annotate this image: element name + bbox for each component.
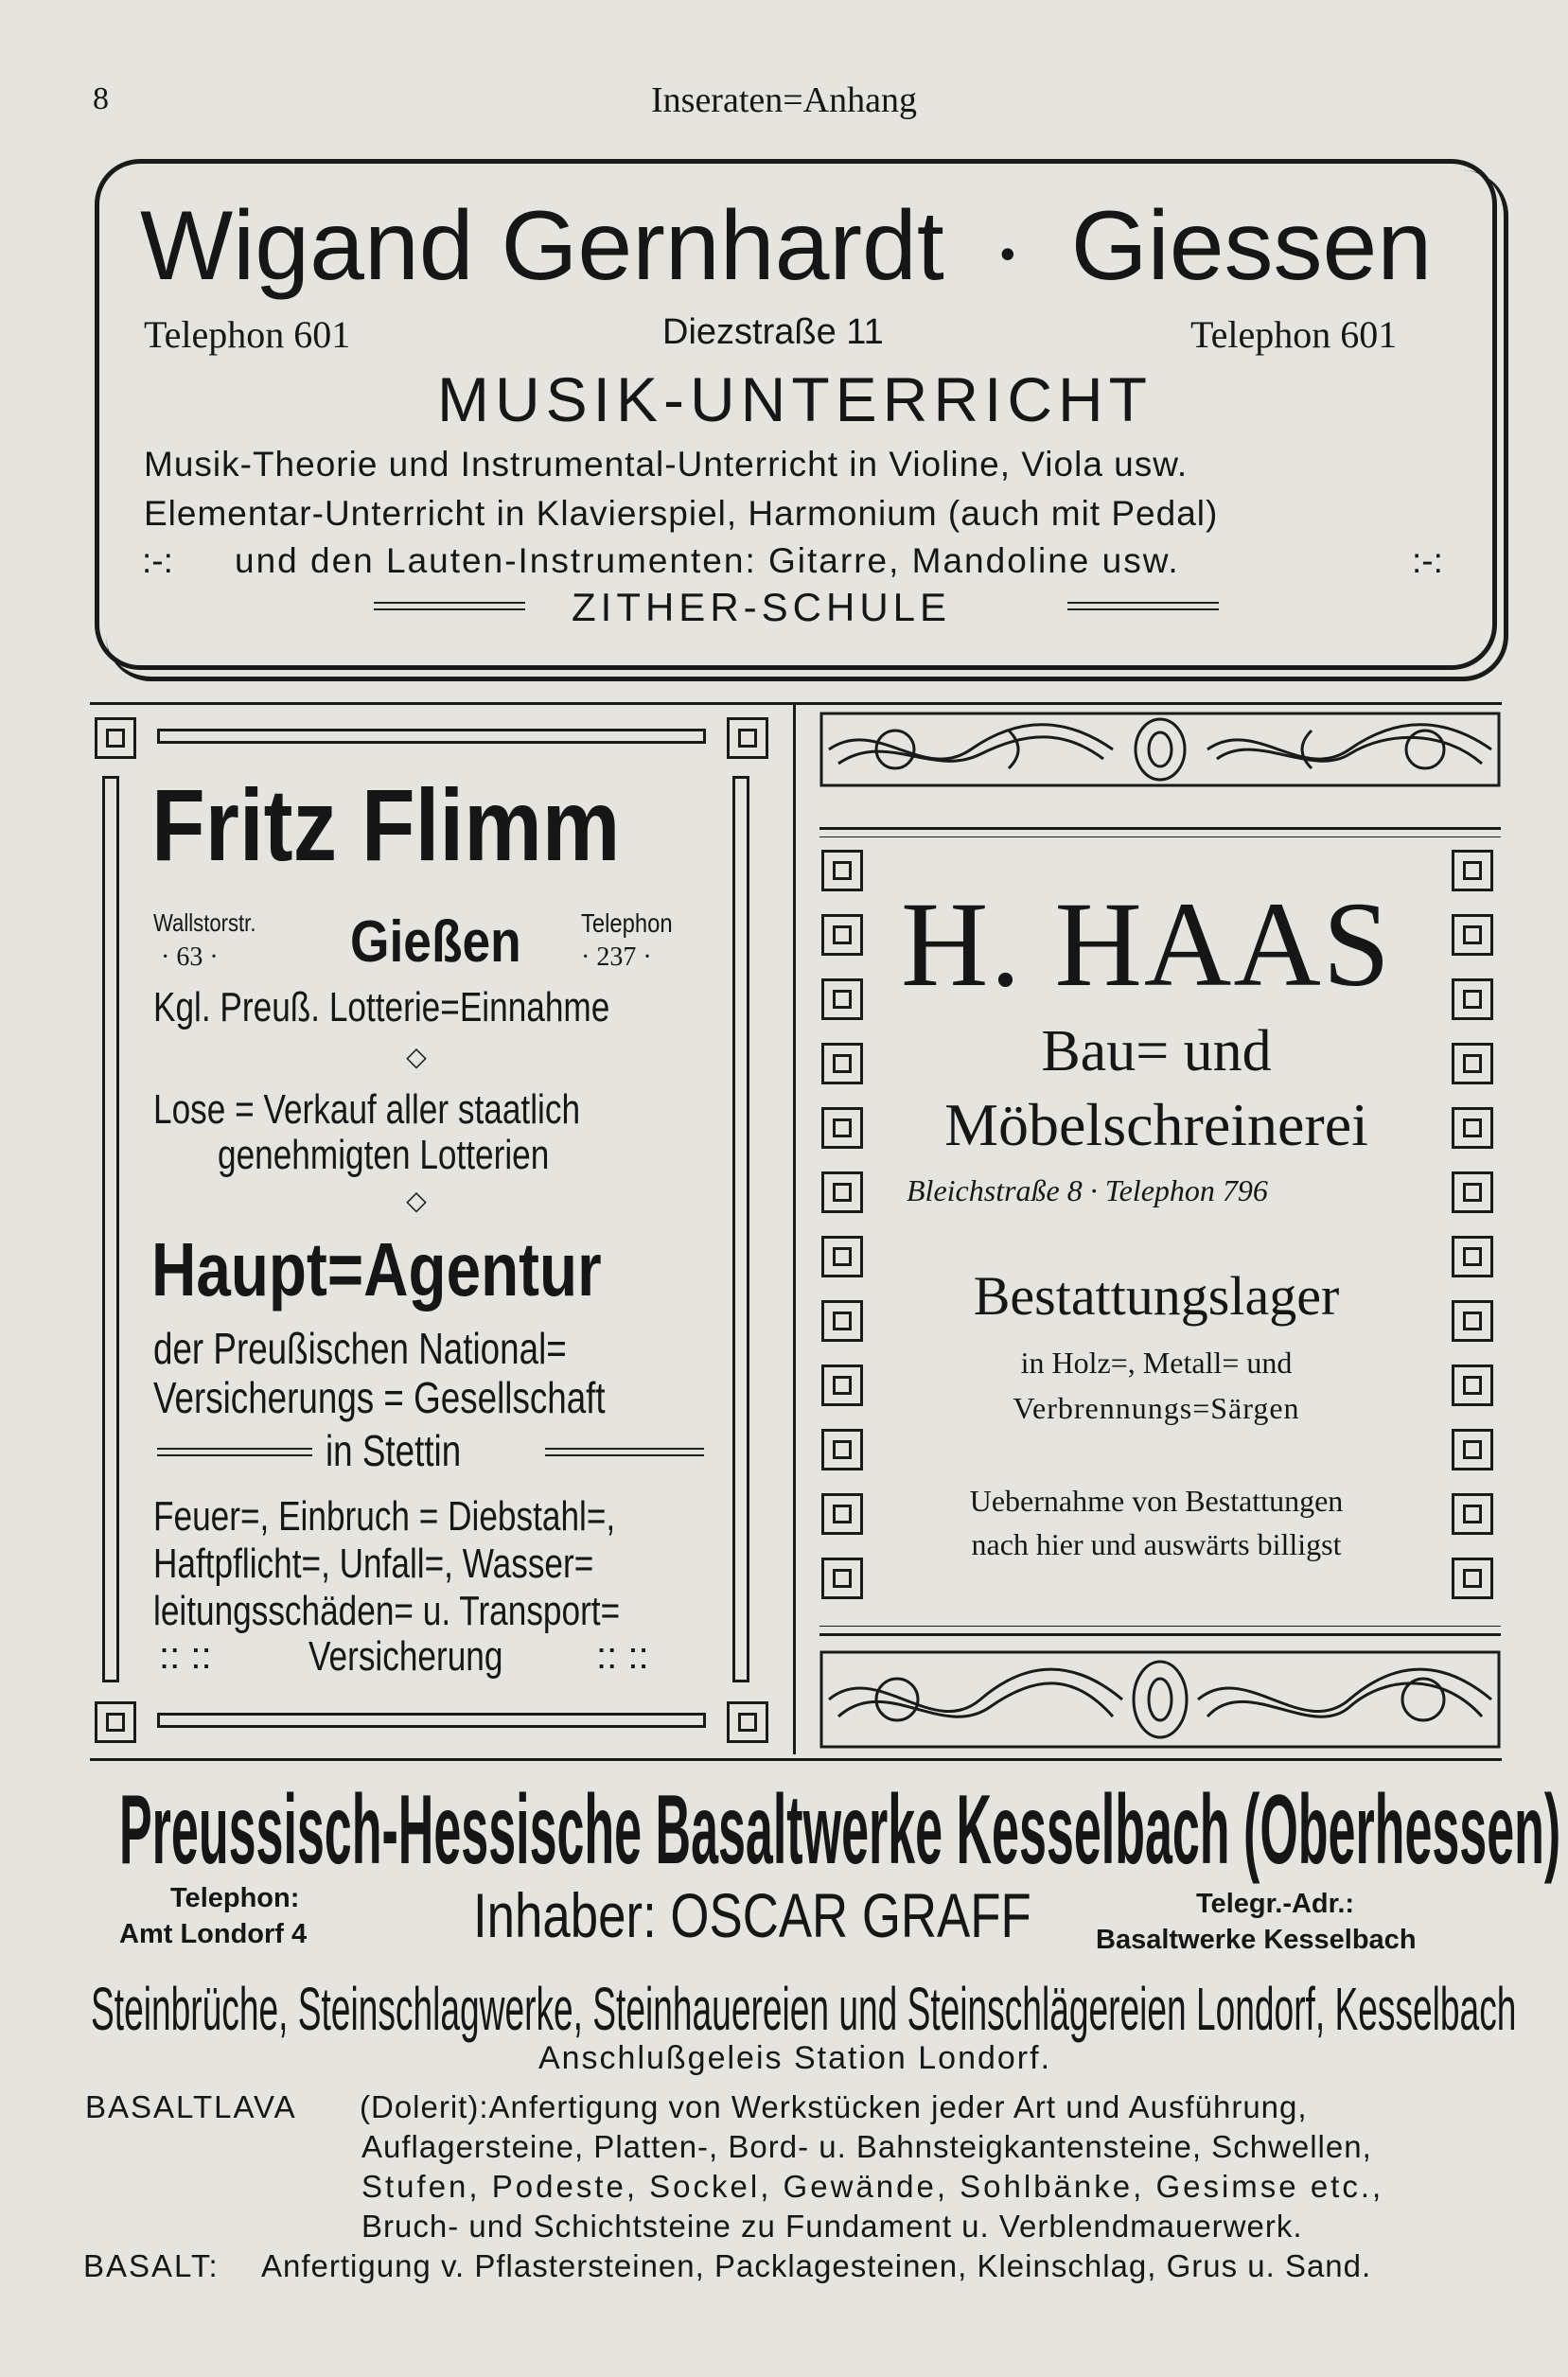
haas-border-square (821, 914, 863, 956)
flimm-city: Gießen (350, 909, 521, 975)
haas-rule-bottom (819, 1633, 1501, 1636)
haas-border-square (1452, 978, 1493, 1020)
haas-border-square (821, 1043, 863, 1084)
diamond-ornament: ◇ (406, 1043, 427, 1072)
haas-border-square (821, 1171, 863, 1213)
gernhardt-phone-left: Telephon 601 (144, 313, 351, 356)
haas-border-square (821, 1429, 863, 1470)
basaltlava-label: BASALTLAVA (85, 2089, 297, 2124)
haas-border-square (821, 850, 863, 891)
basaltlava-line3: Stufen, Podeste, Sockel, Gewände, Sohlbänke, Gesimse etc., (361, 2169, 1384, 2204)
flimm-insurance-line3: leitungsschäden= u. Transport= (153, 1588, 621, 1634)
gernhardt-name: Wigand Gernhardt (140, 191, 944, 301)
gernhardt-city: Giessen (1070, 191, 1433, 301)
gernhardt-name-line (140, 191, 1433, 301)
haas-border-square (1452, 1429, 1493, 1470)
flimm-insurance-line2: Haftpflicht=, Unfall=, Wasser= (153, 1541, 594, 1587)
haas-border-square (1452, 1300, 1493, 1342)
basalt-phone-value: Amt Londorf 4 (119, 1919, 308, 1949)
haas-ornament-bottom (819, 1650, 1501, 1749)
gernhardt-line2: Elementar-Unterricht in Klavierspiel, Harmonium (auch mit Pedal) (144, 494, 1219, 533)
haas-rule-top-thin (819, 836, 1501, 837)
basalt-owner: Inhaber: OSCAR GRAFF (473, 1880, 1031, 1950)
stettin-rule-left (157, 1448, 312, 1456)
flimm-agency-line1: der Preußischen National= (153, 1324, 567, 1373)
frame-bar-left (102, 776, 119, 1682)
haas-service-line1: Uebernahme von Bestattungen (969, 1484, 1344, 1518)
flimm-marks-left: :: :: (159, 1635, 212, 1677)
gernhardt-mark-left: :-: (142, 541, 173, 580)
basalt-operations: Steinbrüche, Steinschlagwerke, Steinhauereien und Steinschlägereien Londorf, Kesselbach (91, 1975, 1517, 2043)
haas-border-square (821, 1300, 863, 1342)
flimm-agency-line2: Versicherungs = Gesellschaft (153, 1373, 606, 1422)
haas-border-square (821, 1558, 863, 1599)
haas-border-square (1452, 914, 1493, 956)
haas-border-square (1452, 850, 1493, 891)
haas-rule-bottom-thin (819, 1626, 1501, 1627)
basalt-telegram-value: Basaltwerke Kesselbach (1096, 1925, 1417, 1955)
haas-border-square (1452, 1171, 1493, 1213)
frame-corner-square (95, 1701, 136, 1743)
flimm-lottery-line1: Lose = Verkauf aller staatlich (153, 1086, 581, 1133)
flimm-street-number: · 63 · (161, 942, 219, 972)
gernhardt-footer: ZITHER-SCHULE (572, 585, 952, 629)
frame-corner-square (727, 717, 768, 759)
frame-bar-top (157, 729, 706, 744)
basalt-label: BASALT: (83, 2248, 220, 2283)
frame-bar-right (732, 776, 749, 1682)
basalt-line: Anfertigung v. Pflastersteinen, Packlagesteinen, Kleinschlag, Grus u. Sand. (261, 2248, 1372, 2283)
flimm-phone-label: Telephon (581, 908, 673, 938)
flimm-insurance-line4: Versicherung (308, 1633, 503, 1680)
haas-border-square (1452, 1493, 1493, 1535)
haas-service-line2: nach hier und auswärts billigst (971, 1527, 1342, 1561)
flimm-phone-number: · 237 · (581, 942, 652, 972)
haas-storage-line1: in Holz=, Metall= und (1020, 1346, 1293, 1380)
basalt-title: Preussisch-Hessische Basaltwerke Kesselbach (Oberhessen) (119, 1775, 1561, 1885)
haas-border-square (821, 1107, 863, 1149)
haas-storage-title: Bestattungslager (973, 1265, 1340, 1327)
basaltlava-line2: Auflagersteine, Platten-, Bord- u. Bahnsteigkantensteine, Schwellen, (361, 2129, 1372, 2164)
haas-storage-line2: Verbrennungs=Särgen (1013, 1391, 1300, 1425)
basaltlava-line4: Bruch- und Schichtsteine zu Fundament u. Verblendmauerwerk. (361, 2209, 1303, 2244)
gernhardt-phone-right: Telephon 601 (1190, 313, 1398, 356)
stettin-rule-right (545, 1448, 704, 1456)
flimm-office: Kgl. Preuß. Lotterie=Einnahme (153, 984, 610, 1030)
haas-ornament-top (819, 712, 1501, 787)
frame-corner-square (95, 717, 136, 759)
basalt-phone-label: Telephon: (170, 1883, 300, 1913)
flimm-name: Fritz Flimm (151, 767, 621, 882)
page-number: 8 (93, 81, 109, 116)
haas-border-square (1452, 1043, 1493, 1084)
flimm-street-label: Wallstorstr. (153, 908, 256, 937)
haas-border-square (1452, 1558, 1493, 1599)
gernhardt-line1: Musik-Theorie und Instrumental-Unterricht in Violine, Viola usw. (144, 445, 1189, 484)
frame-bar-bottom (157, 1713, 706, 1728)
gernhardt-headline: MUSIK-UNTERRICHT (437, 364, 1153, 434)
haas-border-square (1452, 1236, 1493, 1277)
haas-border-square (821, 978, 863, 1020)
zither-rule-right (1067, 602, 1219, 610)
haas-border-square (821, 1236, 863, 1277)
haas-border-square (1452, 1107, 1493, 1149)
section-rule-bottom (90, 1758, 1502, 1761)
gernhardt-line3: und den Lauten-Instrumenten: Gitarre, Mandoline usw. (235, 541, 1180, 580)
column-divider (793, 702, 796, 1754)
haas-border-square (1452, 1365, 1493, 1406)
haas-trade-line1: Bau= und (1041, 1019, 1272, 1083)
flimm-marks-right: :: :: (596, 1635, 649, 1677)
haas-address: Bleichstraße 8 · Telephon 796 (907, 1173, 1268, 1207)
flimm-lottery-line2: genehmigten Lotterien (218, 1132, 550, 1178)
section-rule-top (90, 702, 1502, 705)
haas-trade-line2: Möbelschreinerei (944, 1091, 1368, 1158)
bullet-separator: • (999, 228, 1015, 278)
flimm-agency-title: Haupt=Agentur (151, 1227, 602, 1312)
diamond-ornament: ◇ (406, 1187, 427, 1216)
flimm-insurance-line1: Feuer=, Einbruch = Diebstahl=, (153, 1493, 616, 1540)
running-title: Inseraten=Anhang (651, 80, 917, 120)
frame-corner-square (727, 1701, 768, 1743)
basalt-telegram-label: Telegr.-Adr.: (1196, 1889, 1355, 1919)
flimm-agency-city: in Stettin (326, 1426, 462, 1475)
basaltlava-line1: (Dolerit):Anfertigung von Werkstücken jeder Art und Ausführung, (360, 2089, 1308, 2124)
gernhardt-mark-right: :-: (1412, 541, 1443, 580)
haas-rule-top (819, 827, 1501, 830)
haas-name: H. HAAS (901, 877, 1392, 1012)
haas-border-square (821, 1493, 863, 1535)
gernhardt-address: Diezstraße 11 (662, 312, 884, 352)
zither-rule-left (374, 602, 525, 610)
basalt-siding: Anschlußgeleis Station Londorf. (537, 2040, 1052, 2076)
haas-border-square (821, 1365, 863, 1406)
